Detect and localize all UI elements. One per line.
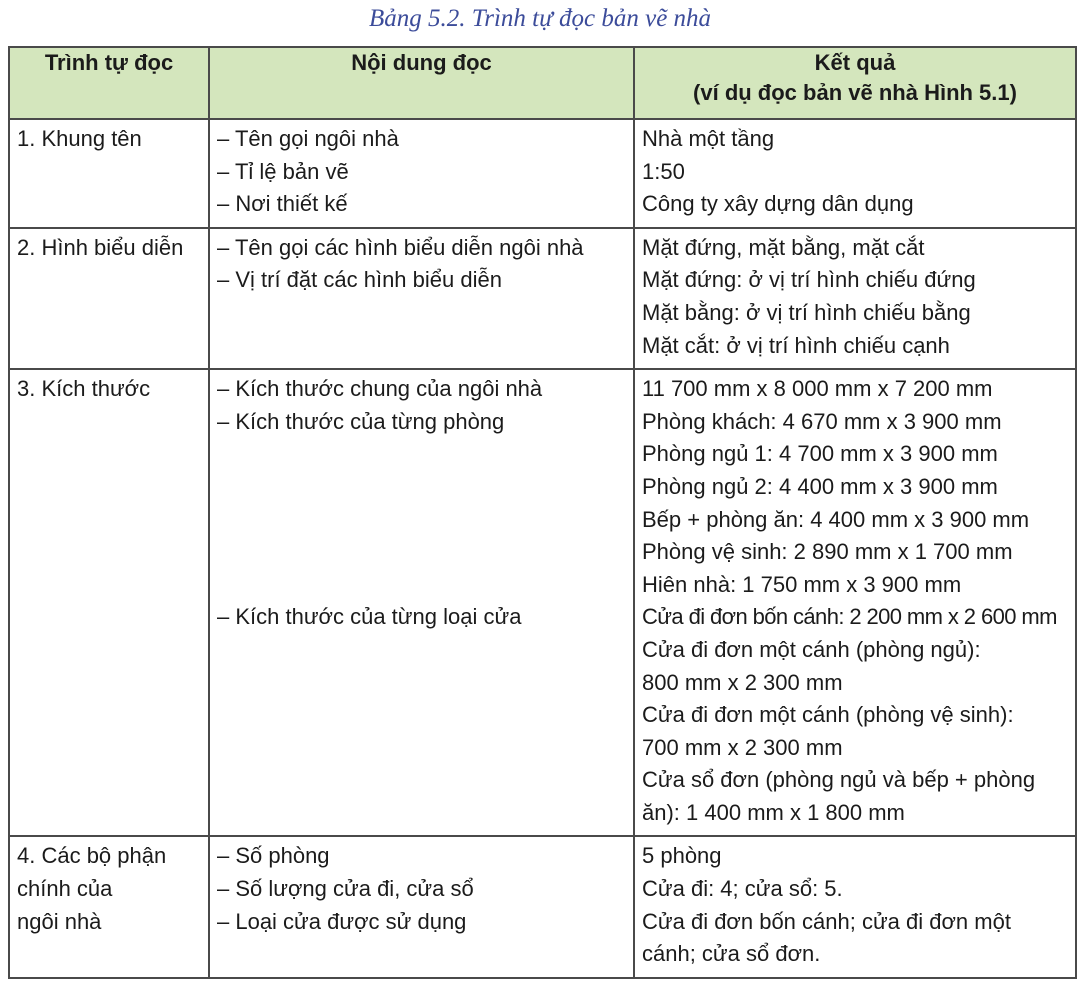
content-item: – Tên gọi các hình biểu diễn ngôi nhà	[217, 234, 584, 260]
result-item: Phòng vệ sinh: 2 890 mm x 1 700 mm	[642, 539, 1013, 565]
result-item: Nhà một tầng	[642, 126, 775, 151]
result-item: Công ty xây dựng dân dụng	[642, 191, 914, 217]
table-row	[9, 228, 1076, 369]
content-item: – Nơi thiết kế	[217, 191, 348, 217]
result-item: Phòng khách: 4 670 mm x 3 900 mm	[642, 408, 1002, 434]
result-item: Mặt đứng: ở vị trí hình chiếu đứng	[642, 267, 976, 293]
table-row	[9, 119, 1076, 228]
step-label: ngôi nhà	[17, 908, 102, 934]
table-row	[9, 836, 1076, 977]
result-item: Cửa đi đơn một cánh (phòng ngủ):	[642, 636, 981, 662]
content-item: – Tên gọi ngôi nhà	[217, 126, 399, 151]
result-item: 1:50	[642, 158, 685, 184]
reading-order-table	[8, 46, 1077, 979]
header-result-title: Kết quả	[814, 50, 896, 75]
result-item: Cửa đi: 4; cửa sổ: 5.	[642, 876, 843, 902]
content-item: – Tỉ lệ bản vẽ	[217, 158, 349, 184]
result-item: Phòng ngủ 1: 4 700 mm x 3 900 mm	[642, 441, 998, 467]
header-row	[9, 47, 1076, 119]
result-item: Mặt bằng: ở vị trí hình chiếu bằng	[642, 299, 971, 325]
result-cell	[634, 369, 1076, 836]
header-result-subtitle: (ví dụ đọc bản vẽ nhà Hình 5.1)	[693, 80, 1017, 105]
header-step: Trình tự đọc	[9, 47, 209, 119]
content-item: – Loại cửa được sử dụng	[217, 908, 467, 934]
result-cell	[634, 836, 1076, 977]
result-item: Hiên nhà: 1 750 mm x 3 900 mm	[642, 571, 962, 597]
content-item: – Kích thước chung của ngôi nhà	[217, 376, 543, 402]
content-item: – Kích thước của từng phòng	[217, 408, 505, 434]
step-cell	[9, 228, 209, 369]
result-item: 700 mm x 2 300 mm	[642, 734, 843, 760]
step-label: chính của	[17, 876, 113, 902]
result-item: Cửa đi đơn bốn cánh: 2 200 mm x 2 600 mm	[642, 604, 1057, 630]
step-label: 1. Khung tên	[17, 126, 142, 151]
result-item: Mặt đứng, mặt bằng, mặt cắt	[642, 234, 925, 260]
table-caption: Bảng 5.2. Trình tự đọc bản vẽ nhà	[368, 5, 712, 32]
content-cell	[209, 836, 634, 977]
result-item: 11 700 mm x 8 000 mm x 7 200 mm	[642, 376, 993, 402]
content-spacer	[217, 438, 627, 601]
result-item: Mặt cắt: ở vị trí hình chiếu cạnh	[642, 332, 950, 358]
result-item: 800 mm x 2 300 mm	[642, 669, 843, 695]
result-item: ăn): 1 400 mm x 1 800 mm	[642, 799, 905, 825]
step-label: 2. Hình biểu diễn	[17, 234, 184, 260]
header-content: Nội dung đọc	[209, 47, 634, 119]
result-cell	[634, 119, 1076, 228]
content-item: – Kích thước của từng loại cửa	[217, 604, 522, 630]
result-item: 5 phòng	[642, 843, 722, 869]
result-item: Bếp + phòng ăn: 4 400 mm x 3 900 mm	[642, 506, 1030, 532]
content-cell	[209, 228, 634, 369]
step-cell	[9, 119, 209, 228]
result-item: Cửa đi đơn bốn cánh; cửa đi đơn một	[642, 908, 1011, 934]
result-item: Phòng ngủ 2: 4 400 mm x 3 900 mm	[642, 473, 998, 499]
content-item: – Vị trí đặt các hình biểu diễn	[217, 267, 502, 293]
header-result	[634, 47, 1076, 119]
step-label: 4. Các bộ phận	[17, 843, 167, 869]
step-label: 3. Kích thước	[17, 376, 151, 402]
content-item: – Số phòng	[217, 843, 330, 869]
result-cell	[634, 228, 1076, 369]
step-cell	[9, 836, 209, 977]
result-item: cánh; cửa sổ đơn.	[642, 941, 821, 967]
result-item: Cửa sổ đơn (phòng ngủ và bếp + phòng	[642, 767, 1036, 793]
content-item: – Số lượng cửa đi, cửa sổ	[217, 876, 474, 902]
step-cell	[9, 369, 209, 836]
result-item: Cửa đi đơn một cánh (phòng vệ sinh):	[642, 702, 1014, 728]
table-row	[9, 369, 1076, 836]
content-cell	[209, 119, 634, 228]
content-cell	[209, 369, 634, 836]
